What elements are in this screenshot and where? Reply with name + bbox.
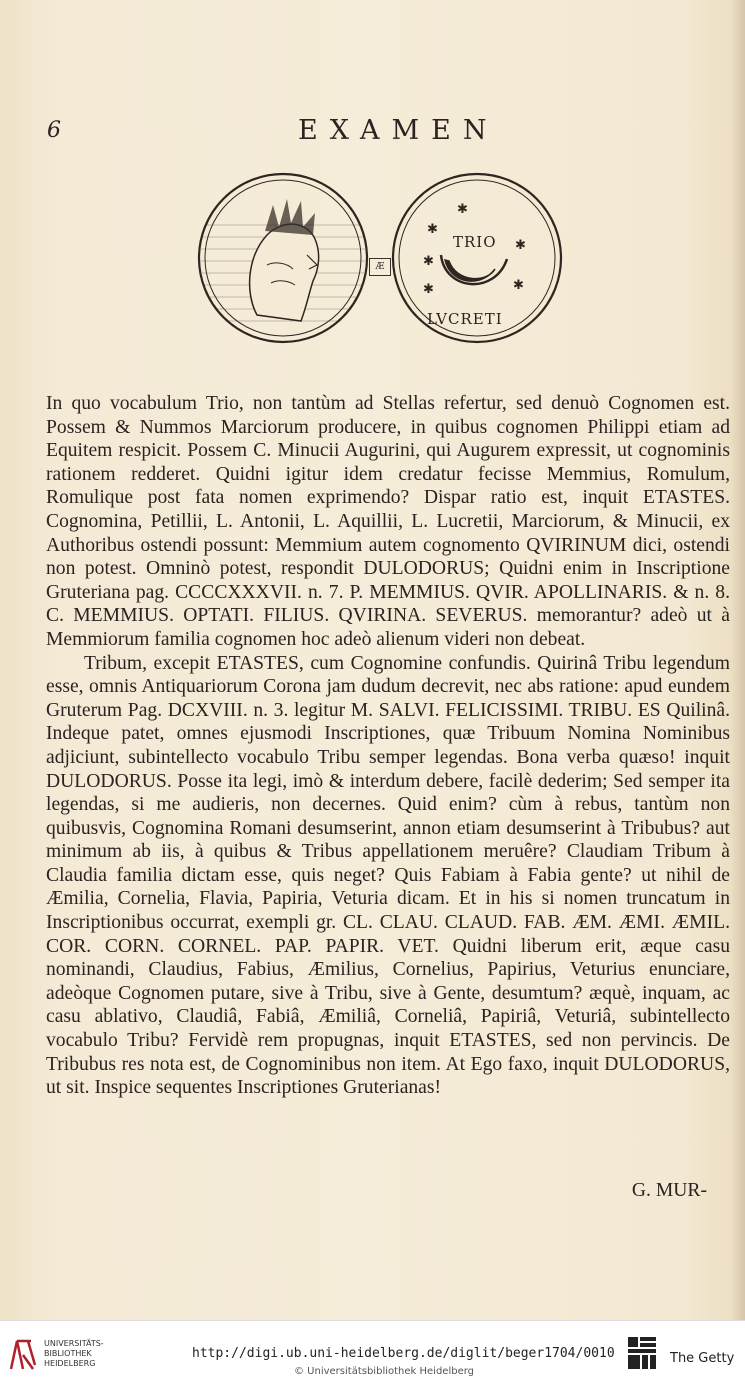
svg-text:✱: ✱ xyxy=(427,222,438,237)
obverse-coin xyxy=(199,174,367,342)
paragraph: In quo vocabulum Trio, non tantùm ad Stellas refertur, sed denuò Cognomen est. Possem & Nummos Marciorum producere, in quibus cognomen Philippi etiam ad Equitem respicit. Possem C. Minucii Augurini, qui Augurem expressit, ut cognominis rationem redderet. Quidni igitur idem credatur fecisse Memmius, Romulum, Romulique post fata nomen exprimendo? Dispar ratio est, inquit ETASTES. Cognomina, Petillii, L. Antonii, L. Aquillii, L. Lucretii, Marciorum, & Minucii, ex Authoribus ostendi possunt: Memmium autem cognomento QVIRINUM dici, ostendi non potest. Omninò potest, respondit DULODORUS; Quidni enim in Inscriptione Gruteriana pag. CCCCXXXVII. n. 7. P. MEMMIUS. QVIR. APOLLINARIS. & n. 8. C. MEMMIUS. OPTATI. FILIUS. QVIRINA. SEVERUS. memorantur? adeò ut à Memmiorum familia cognomen hoc adeò alienum videri non debeat. xyxy=(46,393,730,650)
copyright-notice: © Universitätsbibliothek Heidelberg xyxy=(294,1366,475,1377)
svg-text:✱: ✱ xyxy=(457,202,468,217)
coin-legend-lucreti: LVCRETI xyxy=(427,310,503,328)
paragraph: Tribum, excepit ETASTES, cum Cognomine confundis. Quirinâ Tribu legendum esse, omnis Antiquariorum Corona jam dudum decrevit, nec abs ratione: apud eundem Gruterum Pag. DCXVIII. n. 3. legitur M. SALVI. FELICISSIMI. TRIBU. ES Quilinâ. Indeque patet, omnes ejusmodi Inscriptiones, quæ Tribuum Nomina Nominibus adjiciunt, subintellecto vocabulo Tribu semper legendas. Bona verba quæso! inquit DULODORUS. Posse ita legi, imò & interdum debere, facilè dederim; Sed semper ita legendas, si me audieris, non decernes. Quid enim? cùm à rebus, tantùm non quibusvis, Cognomina Romani desumserint, annon etiam desumserint à Tribubus? aut minimum ab iis, à quibus & Tribus appellationem meruêre? Claudiam Tribum à Claudia familia dictam esse, quis neget? Quis Fabiam à Fabia gente? ut nihil de Æmilia, Cornelia, Flavia, Papiria, Veturia dicam. Et in his si nomen truncatum in Inscriptionibus occurrat, exempli gr. CL. CLAU. CLAUD. FAB. ÆM. ÆMI. ÆMIL. COR. CORN. CORNEL. PAP. PAPIR. VET. Quidni liberum erit, æque casu nominandi, Claudius, Fabius, Æmilius, Cornelius, Papirius, Veturius enunciare, adeòque Cognomen putare, sive à Tribu, sive à Gente, desumtum? æquè, inquam, ac casu ablativo, Claudiâ, Fabiâ, Æmiliâ, Corneliâ, Papiriâ, Veturiâ, subintellecto vocabulo Tribu? Fervidè rem propugnas, inquit ETASTES, sed non pervincis. De Tribubus res nota est, de Cognominibus non item. At Ego faxo, inquit DULODORUS, ut sit. Inspice sequentes Inscriptiones Gruterianas! xyxy=(46,652,730,1099)
coin-link-mark: Æ xyxy=(369,258,391,276)
coin-legend-trio: TRIO xyxy=(453,233,497,251)
viewer-footer xyxy=(0,1320,745,1386)
svg-text:✱: ✱ xyxy=(423,254,434,269)
university-logo-icon xyxy=(8,1337,38,1373)
page-spine-shadow xyxy=(731,0,745,1320)
university-name: UNIVERSITÄTS- BIBLIOTHEK HEIDELBERG xyxy=(44,1339,104,1368)
getty-name: The Getty xyxy=(670,1351,735,1366)
svg-text:✱: ✱ xyxy=(423,282,434,297)
svg-text:✱: ✱ xyxy=(515,238,526,253)
catchword: G. MUR- xyxy=(631,1180,707,1201)
page-number: 6 xyxy=(47,118,61,143)
svg-text:✱: ✱ xyxy=(513,278,524,293)
running-head: EXAMEN xyxy=(298,115,499,146)
getty-logo-icon xyxy=(626,1335,658,1373)
permalink-url[interactable]: http://digi.ub.uni-heidelberg.de/diglit/beger1704/0010 xyxy=(192,1346,615,1361)
body-text xyxy=(46,392,730,1100)
